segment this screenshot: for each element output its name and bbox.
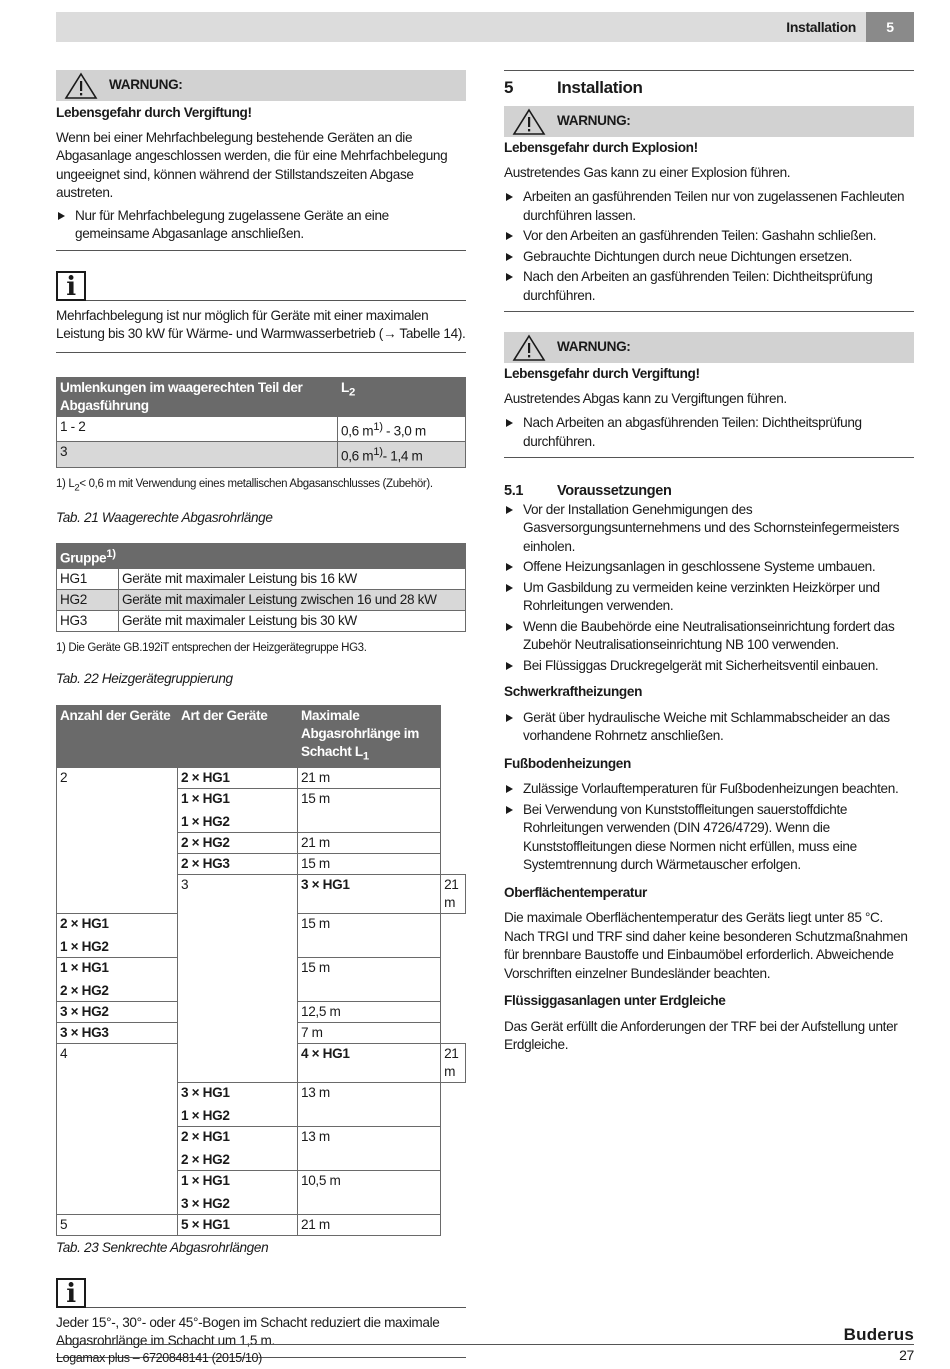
table-cell: 3: [178, 875, 298, 1083]
table-cell: 0,6 $m^{1)} - 3,0$ m: [338, 416, 466, 442]
table-cell: 2: [57, 768, 178, 914]
list-item: Wenn die Baubehörde eine Neutralisationseinrichtung fordert das Zubehör Neutralisationseinrichtung NB 100 verwenden.: [504, 618, 914, 655]
warning-bullet: Arbeiten an gasführenden Teilen nur von zugelassenen Fachleuten durchführen lassen.: [504, 188, 914, 225]
footer-rule: [56, 1344, 914, 1345]
table-cell: 3 × HG1 1 × HG2: [178, 1083, 298, 1127]
table-cell: 4: [57, 1044, 178, 1215]
table-cell: 7 m: [298, 1023, 441, 1044]
table-cell: 10,5 m: [298, 1171, 441, 1215]
list-item: Offene Heizungsanlagen in geschlossene Systeme umbauen.: [504, 558, 914, 577]
table-cell: 3: [57, 442, 338, 468]
left-column: [56, 70, 466, 1358]
info-box-1: [56, 271, 466, 353]
list-item: Um Gasbildung zu vermeiden keine verzinkten Heizkörper und Rohrleitungen verwenden.: [504, 579, 914, 616]
table-cell: 2 × HG2: [178, 833, 298, 854]
warning-box-vergiftung: [56, 70, 466, 251]
table-cell: Geräte mit maximaler Leistung zwischen 16 und 28 kW: [119, 590, 466, 611]
table-caption: Tab. 22 Heizgerätegruppierung: [56, 670, 233, 686]
warning-label: WARNUNG:: [557, 339, 631, 354]
table-cell: 4 × HG1: [298, 1044, 441, 1083]
info-text: Mehrfachbelegung ist nur möglich für Geräte mit einer maximalen Leistung bis 30 kW für Wärme- und Warmwasserbetrieb (→ Tabelle 14).: [56, 301, 466, 353]
list-item: Vor der Installation Genehmigungen des Gasversorgungsunternehmens und des Schornsteinfegermeisters einholen.: [504, 501, 914, 557]
warning-bullet: Nach Arbeiten an abgasführenden Teilen: Dichtheitsprüfung durchführen.: [504, 414, 914, 451]
warning-bullet: Nur für Mehrfachbelegung zugelassene Geräte an eine gemeinsame Abgasanlage anschließen.: [56, 207, 466, 244]
table-cell: 15 m: [298, 789, 441, 833]
table-cell: 1 × HG1 3 × HG2: [178, 1171, 298, 1215]
table-cell: 13 m: [298, 1127, 441, 1171]
list-item: Gerät über hydraulische Weiche mit Schlammabscheider an das vorhandene Rohrnetz anschließen.: [504, 709, 914, 746]
table-caption: Tab. 23 Senkrechte Abgasrohrlängen: [56, 1240, 269, 1256]
warning-bar: [56, 70, 466, 101]
table-cell: 21 m: [441, 1044, 466, 1083]
section-heading: 5 Installation: [504, 78, 643, 97]
right-column: [504, 70, 914, 1055]
table-header: Anzahl der Geräte: [57, 706, 178, 768]
table-cell: 12,5 m: [298, 1002, 441, 1023]
table-footnote: 1) $L_2< 0,6$ m mit Verwendung eines metallischen Abgasanschlusses (Zubehör).: [56, 477, 433, 493]
table-cell: 2 × HG1: [178, 768, 298, 789]
warning-text: Austretendes Gas kann zu einer Explosion führen.: [504, 164, 791, 180]
table-cell: 21 m: [298, 768, 441, 789]
subsection-heading: 5.1 Voraussetzungen: [504, 483, 672, 499]
warning-title: Lebensgefahr durch Vergiftung!: [504, 366, 700, 381]
warning-text: Wenn bei einer Mehrfachbelegung bestehende Geräten an die Abgasanlage angeschlossen werden, die für eine Mehrfachbelegung ungeeignet sind, können während der Stillstandszeiten Abgase austreten.: [56, 129, 448, 200]
warning-bar: [504, 106, 914, 137]
table-cell: 21 m: [298, 833, 441, 854]
info-icon: i: [56, 1278, 86, 1308]
table-cell: 3 × HG2: [57, 1002, 178, 1023]
table-cell: 2 × HG3: [178, 854, 298, 875]
warning-bullet: Nach den Arbeiten an gasführenden Teilen: Dichtheitsprüfung durchführen.: [504, 268, 914, 305]
warning-label: WARNUNG:: [557, 113, 631, 128]
warning-triangle-icon: [512, 108, 546, 136]
table-header: Gruppe$^{1)}$: [57, 543, 466, 569]
heading-fussbodenheizungen: Fußbodenheizungen: [504, 755, 631, 771]
table-cell: 21 m: [441, 875, 466, 914]
header-title: Installation: [786, 19, 856, 35]
page-header: [56, 12, 914, 42]
warning-text: Austretendes Abgas kann zu Vergiftungen führen.: [504, 390, 787, 406]
warning-title: Lebensgefahr durch Explosion!: [504, 140, 698, 155]
page-number: 27: [899, 1347, 914, 1363]
warning-bullet: Gebrauchte Dichtungen durch neue Dichtungen ersetzen.: [504, 248, 914, 267]
table-cell: 2 × HG1 2 × HG2: [178, 1127, 298, 1171]
list-item: Bei Flüssiggas Druckregelgerät mit Sicherheitsventil einbauen.: [504, 657, 914, 676]
warning-box-vergiftung-2: [504, 332, 914, 458]
paragraph: Das Gerät erfüllt die Anforderungen der TRF bei der Aufstellung unter Erdgleiche.: [504, 1018, 898, 1052]
table-cell: Geräte mit maximaler Leistung bis 16 kW: [119, 569, 466, 590]
table-cell: 1 × HG1 2 × HG2: [57, 958, 178, 1002]
list-item: Zulässige Vorlauftemperaturen für Fußbodenheizungen beachten.: [504, 780, 914, 799]
table-cell: 15 m: [298, 854, 441, 875]
chapter-number: 5: [866, 12, 914, 42]
warning-bar: [504, 332, 914, 363]
table-header: Art der Geräte: [178, 706, 298, 768]
table-header: Umlenkungen im waagerechten Teil der Abgasführung: [57, 377, 338, 416]
warning-box-explosion: [504, 106, 914, 312]
table-cell: 2 × HG1 1 × HG2: [57, 914, 178, 958]
warning-title: Lebensgefahr durch Vergiftung!: [56, 105, 252, 120]
footer-doc-id: Logamax plus – 6720848141 (2015/10): [56, 1351, 262, 1365]
heading-schwerkraftheizungen: Schwerkraftheizungen: [504, 684, 643, 699]
table-cell: 3 × HG3: [57, 1023, 178, 1044]
warning-triangle-icon: [64, 72, 98, 100]
table-23: [56, 705, 466, 1236]
table-header: $L_2$: [338, 377, 466, 416]
table-cell: 13 m: [298, 1083, 441, 1127]
list-item: Bei Verwendung von Kunststoffleitungen sauerstoffdichte Rohrleitungen verwenden (DIN 4726/4729). Wenn die Kunststoffleitungen diese Normen nicht erfüllen, muss eine Systemtrennung durch Wärmetauscher erfolgen.: [504, 801, 914, 875]
table-cell: Geräte mit maximaler Leistung bis 30 kW: [119, 611, 466, 632]
table-header: Maximale Abgasrohrlänge im Schacht $L_1$: [298, 706, 441, 768]
info-text: Jeder 15°-, 30°- oder 45°-Bogen im Schacht reduziert die maximale Abgasrohrlänge im Schacht um 1,5 m.: [56, 1308, 466, 1358]
info-box-2: [56, 1278, 466, 1358]
table-cell: 21 m: [298, 1215, 441, 1236]
paragraph: Die maximale Oberflächentemperatur des Geräts liegt unter 85 °C. Nach TRGI und TRF sind daher keine besonderen Schutzmaßnahmen für brennbare Baustoffe und Einbaumöbel erforderlich. Abweichende Vorschriften einzelner Bundesländer beachten.: [504, 910, 908, 981]
warning-triangle-icon: [512, 334, 546, 362]
heading-fluessiggasanlagen: Flüssiggasanlagen unter Erdgleiche: [504, 993, 726, 1008]
table-cell: HG1: [57, 569, 119, 590]
table-cell: 3 × HG1: [298, 875, 441, 914]
table-cell: HG2: [57, 590, 119, 611]
info-icon: i: [56, 271, 86, 301]
warning-bullet: Vor den Arbeiten an gasführenden Teilen: Gashahn schließen.: [504, 227, 914, 246]
table-cell: 5: [57, 1215, 178, 1236]
table-cell: 1 - 2: [57, 416, 338, 442]
table-cell: 15 m: [298, 958, 441, 1002]
table-cell: HG3: [57, 611, 119, 632]
heading-oberflaechentemperatur: Oberflächentemperatur: [504, 884, 647, 900]
table-21: [56, 377, 466, 468]
table-22: [56, 543, 466, 633]
table-cell: 1 × HG1 1 × HG2: [178, 789, 298, 833]
table-cell: 15 m: [298, 914, 441, 958]
warning-label: WARNUNG:: [109, 77, 183, 92]
buderus-logo: Buderus: [843, 1325, 914, 1344]
table-cell: 5 × HG1: [178, 1215, 298, 1236]
table-footnote: 1) Die Geräte GB.192iT entsprechen der Heizgerätegruppe HG3.: [56, 642, 367, 655]
table-caption: Tab. 21 Waagerechte Abgasrohrlänge: [56, 510, 273, 526]
table-cell: 0,6 $m^{1)}-$ 1,4 m: [338, 442, 466, 468]
